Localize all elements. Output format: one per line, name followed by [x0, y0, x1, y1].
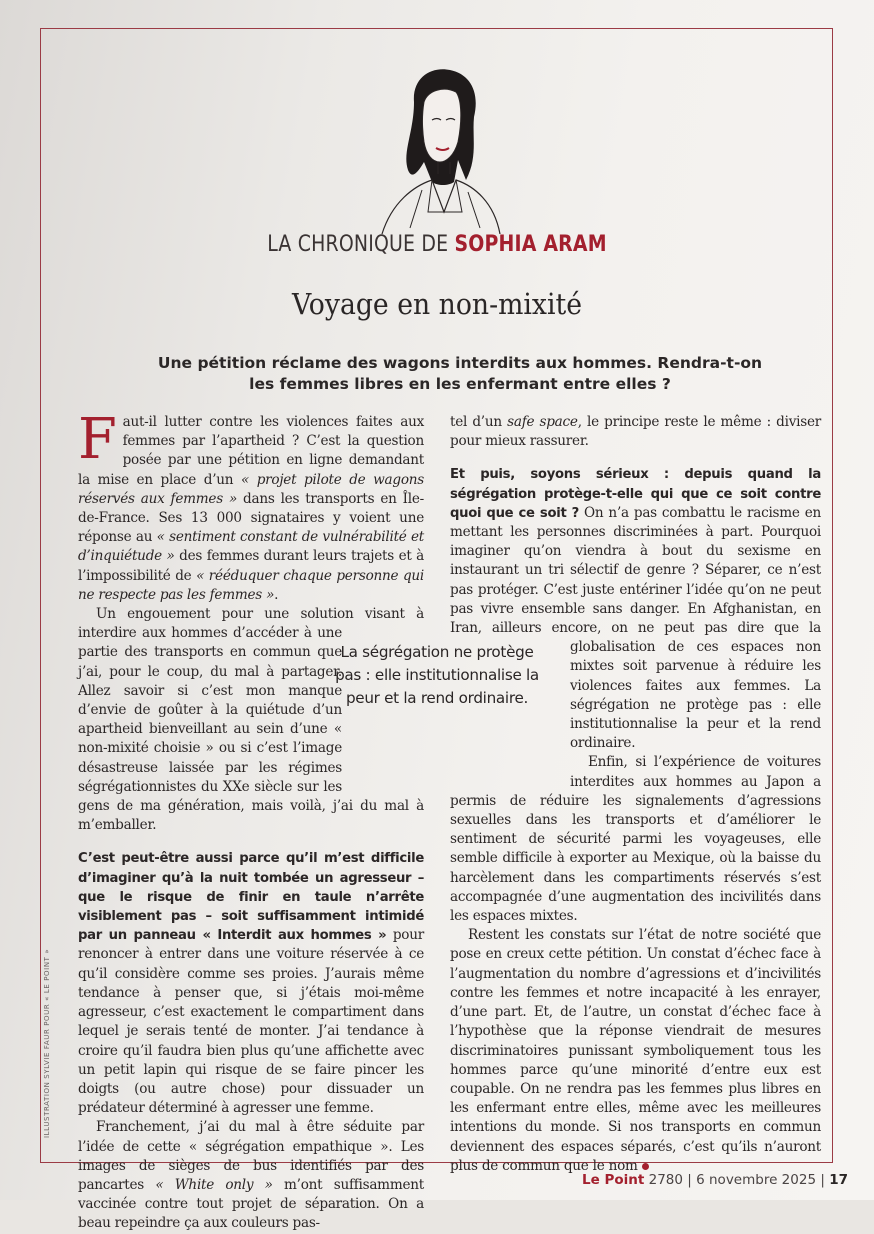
- paragraph-8: [450, 926, 821, 1176]
- paragraph-4: [78, 1118, 424, 1233]
- magazine-name: Le Point: [581, 1172, 645, 1188]
- text-run: aut-il lutter contre les violences faites aux femmes par l’apartheid ? C’est la question posée par une pétition en ligne demandant la mise en place d’un: [78, 414, 424, 488]
- paragraph-5: [450, 413, 821, 451]
- footer-separator: |: [820, 1172, 825, 1188]
- footer-separator: |: [687, 1172, 692, 1188]
- text-run: Franchement, j’ai du mal à être séduite par l’idée de cette « ségrégation empathique ». Les images de sièges de bus identifiés par des pancartes: [78, 1119, 424, 1193]
- paragraph-7: [450, 753, 821, 926]
- text-run: .: [274, 586, 279, 603]
- text-run: dans les transports en Île-de-France. Ses 13 000 signataires y voient une réponse au: [78, 490, 424, 546]
- quote-run: « projet pilote de wagons réservés aux femmes »: [78, 471, 424, 507]
- text-run: Restent les constats sur l’état de notre société que pose en creux cette pétition. Un constat d’échec face à l’augmentation du nombre d’agressions et d’incivilités contre les femmes et notre incapacité à les enrayer, d’une part. Et, de l’autre, un constat d’échec face à l’hypothèse que la réponse viendrait de mesures discriminatoires punissant symboliquement tous les hommes parce qu’une minorité d’entre eux est coupable.: [450, 927, 821, 1097]
- page-footer: [582, 1172, 848, 1188]
- author-portrait-illustration: [362, 62, 512, 242]
- text-run: Enfin, si l’expérience de voitures interdites aux hommes au Japon a permis de réduire les signalements d’agressions sexuelles dans les transports et d’améliorer le sentiment de sécurité parmi les voyageuses, elle semble difficile à exporter au Mexique, où la baisse du harcèlement dans les compartiments réservés s’est accompagnée d’une augmentation des incivilités dans les espaces mixtes.: [450, 754, 821, 925]
- drop-cap: F: [78, 407, 117, 472]
- end-mark-icon: [642, 1163, 649, 1170]
- column-kicker: [61, 232, 813, 257]
- issue-date: 6 novembre 2025: [696, 1172, 817, 1188]
- paragraph-1: [78, 407, 425, 605]
- text-run: On n’a pas combattu le racisme en mettant les personnes discriminées à part. Pourquoi imaginer qu’on viendra à bout du sexisme en instaurant un tri sélectif de genre ? Séparer, ce n’est pas protéger. C’est juste entériner l’idée qu’on ne peut pas vivre ensemble sans danger. En Afghanistan, en Iran, ailleurs encore, on ne peut pas dire que la globalisation de ces espaces non mixtes soit parvenue à réduire les violences faites aux femmes. La ségrégation ne protège pas : elle institutionnalise la peur et la rend ordinaire.: [450, 504, 822, 752]
- issue-number: 2780: [648, 1172, 683, 1188]
- article-lede: Une pétition réclame des wagons interdits aux hommes. Rendra-t-on les femmes libres en les enfermant entre elles ?: [157, 354, 763, 393]
- italic-run: safe space: [507, 414, 578, 430]
- text-run: des femmes durant leurs trajets et à l’impossibilité de: [78, 548, 425, 584]
- author-name: SOPHIA ARAM: [454, 232, 607, 257]
- illustration-credit: ILLUSTRATION SYLVIE FAUR POUR « LE POINT »: [43, 948, 51, 1138]
- text-run: pour renoncer à entrer dans une voiture réservée à ce qu’il considère comme ses proies. J’aurais même tendance à penser que, si j’étais moi-même agresseur, c’est exactement le compartiment dans lequel je serais tenté de monter. J’ai tendance à croire qu’il faudra bien plus qu’une affichette avec un petit lapin qui risque de se faire pincer les doigts (ou autre chose) pour dissuader un prédateur déterminé à agresser une femme.: [78, 927, 424, 1117]
- text-run: tel d’un: [450, 414, 508, 430]
- article-column-left: [78, 407, 425, 1234]
- kicker-prefix: LA CHRONIQUE DE: [267, 232, 449, 257]
- text-run: m’ont suffisamment vaccinée contre tout projet de séparation. On a beau repeindre ça aux couleurs pas-: [78, 1176, 424, 1232]
- paragraph-3: [78, 849, 424, 1118]
- paragraph-6: [450, 465, 821, 753]
- article-title: Voyage en non-mixité: [291, 287, 583, 321]
- bold-lead-in: Et puis, soyons sérieux : depuis quand la ségrégation protège-t-elle qui que ce soit contre quoi que ce soit ?: [450, 467, 821, 521]
- pull-quote: La ségrégation ne protège pas : elle institutionnalise la peur et la rend ordinaire.: [335, 643, 539, 707]
- text-run: , le principe reste le même : diviser pour mieux rassurer.: [450, 414, 822, 450]
- quote-run: « sentiment constant de vulnérabilité et d’inquiétude »: [78, 529, 424, 565]
- quote-run: « rééduquer chaque personne qui ne respecte pas les femmes »: [78, 567, 424, 603]
- quote-run: « White only »: [155, 1176, 273, 1193]
- bold-lead-in: C’est peut-être aussi parce qu’il m’est difficile d’imaginer qu’à la nuit tombée un agresseur – que le risque de finir en taule n’arrête visiblement pas – soit suffisamment intimidé par un panneau « Interdit aux hommes »: [78, 851, 424, 944]
- text-run: Un engouement pour une solution visant à interdire aux hommes d’accéder à une partie des transports en commun que j’ai, pour le coup, du mal à partager. Allez savoir si c’est mon manque d’envie de goûter à la quiétude d’un apartheid bienveillant au sein d’une « non-mixité choisie » ou si c’est l’image désastreuse laissée par les régimes ségrégationnistes du XXe siècle sur les gens de ma génération, mais voilà, j’ai du mal à m’emballer.: [78, 606, 424, 834]
- closing-run: On ne rendra pas les femmes plus libres en les enfermant entre elles, même avec les meilleures intentions du monde. Si nos transports en commun deviennent des espaces séparés, c’est qu’ils n’auront plus de commun que le nom: [450, 1080, 821, 1174]
- article-column-right: [450, 413, 821, 1176]
- page-number: 17: [829, 1172, 848, 1188]
- paragraph-2: [78, 605, 424, 835]
